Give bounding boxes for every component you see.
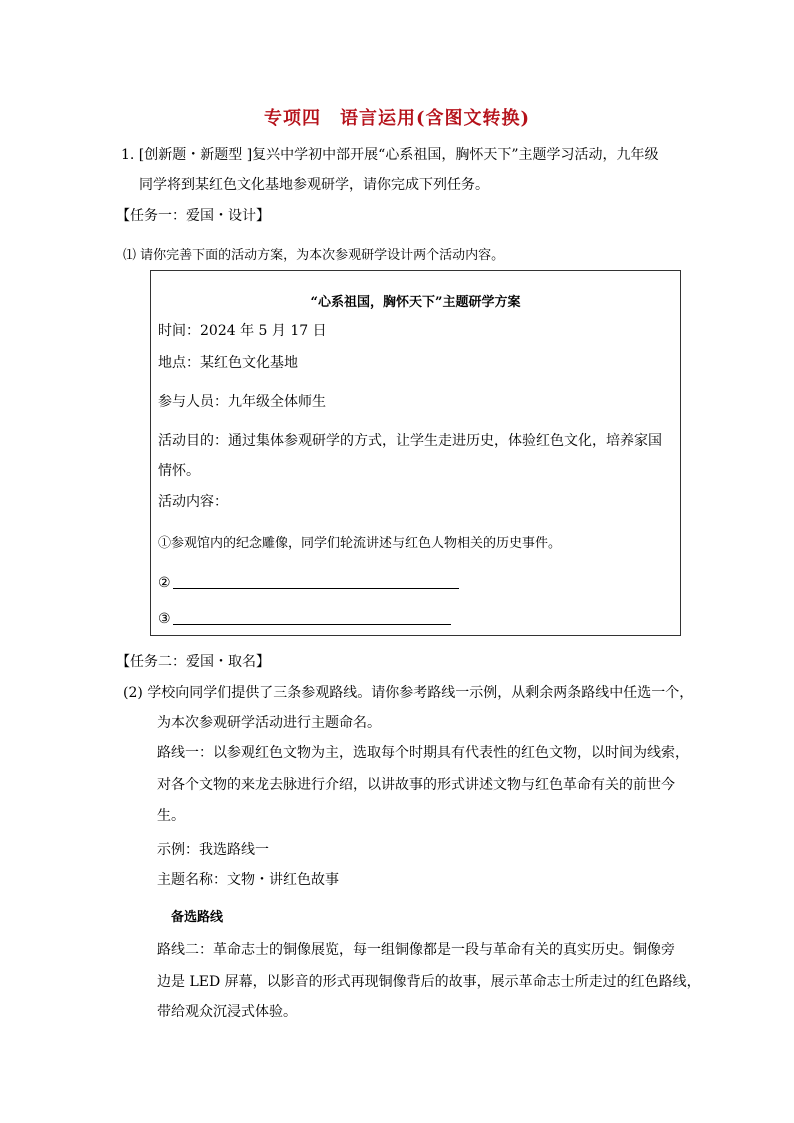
route-2-line-3: 带给观众沉浸式体验。 <box>157 1004 297 1020</box>
route-1-line-1: 路线一：以参观红色文物为主，选取每个时期具有代表性的红色文物，以时间为线索， <box>157 745 689 761</box>
plan-item-3-answer-line[interactable] <box>173 624 451 625</box>
plan-content-label: 活动内容： <box>158 494 228 510</box>
plan-time: 时间：2024 年 5 月 17 日 <box>158 323 327 339</box>
route-1-line-3: 生。 <box>157 808 185 824</box>
alternative-routes-heading: 备选路线 <box>171 910 224 925</box>
plan-item-1: ①参观馆内的纪念雕像，同学们轮流讲述与红色人物相关的历史事件。 <box>158 536 562 551</box>
plan-title: “心系祖国，胸怀天下”主题研学方案 <box>310 295 521 310</box>
route-2-line-2: 边是 LED 屏幕，以影音的形式再现铜像背后的故事，展示革命志士所走过的红色路线， <box>157 974 701 990</box>
plan-purpose-line-2: 情怀。 <box>158 463 200 479</box>
question-1-line-1: 1. [创新题・新题型 ]复兴中学初中部开展“心系祖国，胸怀天下”主题学习活动，九年级 <box>121 147 659 163</box>
question-2-line-1: (2) 学校向同学们提供了三条参观路线。请你参考路线一示例，从剩余两条路线中任选一个， <box>123 685 694 701</box>
question-2-line-2: 为本次参观研学活动进行主题命名。 <box>157 715 381 731</box>
route-1-line-2: 对各个文物的来龙去脉进行介绍，以讲故事的形式讲述文物与红色革命有关的前世今 <box>157 777 675 793</box>
plan-purpose-line-1: 活动目的：通过集体参观研学的方式，让学生走进历史，体验红色文化，培养家国 <box>158 433 662 449</box>
task-1-subquestion: ⑴ 请你完善下面的活动方案，为本次参观研学设计两个活动内容。 <box>123 248 505 263</box>
plan-item-2-number: ② <box>158 575 171 591</box>
theme-name: 主题名称：文物・讲红色故事 <box>157 872 339 888</box>
task-1-heading: 【任务一：爱国・设计】 <box>116 208 270 224</box>
page-title: 专项四 语言运用(含图文转换) <box>263 108 531 129</box>
plan-item-3-number: ③ <box>158 611 171 627</box>
plan-item-2-answer-line[interactable] <box>173 588 459 589</box>
task-2-heading: 【任务二：爱国・取名】 <box>116 654 270 670</box>
example-text: 示例：我选路线一 <box>157 842 269 858</box>
route-2-line-1: 路线二：革命志士的铜像展览，每一组铜像都是一段与革命有关的真实历史。铜像旁 <box>157 942 675 958</box>
activity-plan-box <box>150 270 681 636</box>
plan-participants: 参与人员：九年级全体师生 <box>158 394 326 410</box>
plan-place: 地点：某红色文化基地 <box>158 355 298 371</box>
question-1-line-2: 同学将到某红色文化基地参观研学，请你完成下列任务。 <box>139 177 489 193</box>
